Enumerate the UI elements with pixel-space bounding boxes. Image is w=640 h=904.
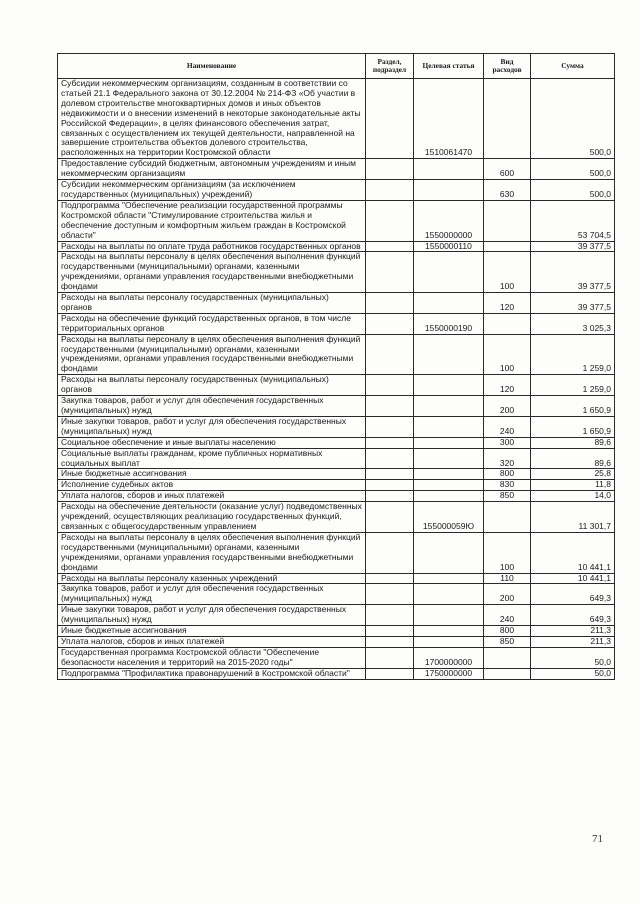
table-body [58,79,615,680]
cell-kind: 240 [484,605,531,626]
cell-target [414,159,484,180]
table-row [58,532,615,573]
cell-sum: 500,0 [531,159,615,180]
cell-kind: 120 [484,375,531,396]
cell-name: Иные бюджетные ассигнования [58,469,366,480]
cell-section [366,396,414,417]
table-row [58,647,615,668]
cell-target [414,532,484,573]
table-row [58,573,615,584]
table-row [58,448,615,469]
table-row [58,626,615,637]
cell-target [414,252,484,293]
cell-target: 155000059Ю [414,502,484,533]
cell-section [366,180,414,201]
cell-name: Расходы на обеспечение функций государственных органов, в том числе территориальных органов [58,313,366,334]
cell-section [366,532,414,573]
cell-name: Предоставление субсидий бюджетным, автономным учреждениям и иным некоммерческим организациям [58,159,366,180]
cell-name: Закупка товаров, работ и услуг для обеспечения государственных (муниципальных) нужд [58,396,366,417]
table-header-row [58,54,615,79]
page-number: 71 [592,833,603,845]
cell-name: Расходы на выплаты персоналу государственных (муниципальных) органов [58,293,366,314]
cell-sum: 1 650,9 [531,416,615,437]
cell-name: Уплата налогов, сборов и иных платежей [58,491,366,502]
table-row [58,180,615,201]
cell-sum: 39 377,5 [531,241,615,252]
cell-kind: 110 [484,573,531,584]
table-row [58,241,615,252]
cell-section [366,448,414,469]
cell-section [366,668,414,679]
table-row [58,252,615,293]
cell-kind [484,241,531,252]
header-kind: Вид расходов [484,54,531,79]
cell-sum: 211,3 [531,636,615,647]
cell-section [366,313,414,334]
cell-sum: 25,8 [531,469,615,480]
cell-kind: 120 [484,293,531,314]
cell-name: Расходы на обеспечение деятельности (оказание услуг) подведомственных учреждений, осуществляющих реализацию государственных функций, связанных с общегосударственным управлением [58,502,366,533]
cell-target [414,636,484,647]
table-row [58,605,615,626]
cell-name: Расходы на выплаты персоналу в целях обеспечения выполнения функций государственными (муниципальными) органами, казенными учреждениями, органами управления государственными внебюджетными фондами [58,252,366,293]
cell-name: Исполнение судебных актов [58,480,366,491]
cell-name: Подпрограмма "Профилактика правонарушений в Костромской области" [58,668,366,679]
table-row [58,584,615,605]
cell-target [414,491,484,502]
cell-section [366,636,414,647]
cell-kind: 850 [484,636,531,647]
cell-sum: 1 259,0 [531,334,615,375]
cell-target [414,396,484,417]
cell-name: Иные бюджетные ассигнования [58,626,366,637]
cell-sum: 14,0 [531,491,615,502]
cell-name: Подпрограмма "Обеспечение реализации государственной программы Костромской области "Стимулирование строительства жилья и обеспечение доступным и комфортным жильем граждан в Костромской области" [58,200,366,241]
cell-section [366,241,414,252]
cell-kind [484,200,531,241]
table-row [58,293,615,314]
table-row [58,668,615,679]
cell-kind: 800 [484,469,531,480]
cell-kind [484,313,531,334]
table-row [58,334,615,375]
cell-target [414,605,484,626]
header-sum: Сумма [531,54,615,79]
table-row [58,491,615,502]
cell-section [366,480,414,491]
cell-target [414,626,484,637]
cell-kind: 320 [484,448,531,469]
cell-sum: 500,0 [531,79,615,159]
cell-sum: 1 650,9 [531,396,615,417]
cell-section [366,573,414,584]
cell-target [414,437,484,448]
cell-section [366,437,414,448]
cell-kind: 200 [484,396,531,417]
cell-section [366,491,414,502]
cell-name: Государственная программа Костромской области "Обеспечение безопасности населения и территорий на 2015-2020 годы" [58,647,366,668]
cell-sum: 500,0 [531,180,615,201]
cell-sum: 649,3 [531,605,615,626]
cell-name: Расходы на выплаты персоналу в целях обеспечения выполнения функций государственными (муниципальными) органами, казенными учреждениями, органами управления государственными внебюджетными фондами [58,532,366,573]
cell-target [414,180,484,201]
table-row [58,159,615,180]
cell-section [366,159,414,180]
table-row [58,396,615,417]
cell-kind: 850 [484,491,531,502]
cell-section [366,375,414,396]
table-row [58,437,615,448]
cell-name: Иные закупки товаров, работ и услуг для обеспечения государственных (муниципальных) нужд [58,605,366,626]
cell-section [366,469,414,480]
cell-name: Расходы на выплаты персоналу государственных (муниципальных) органов [58,375,366,396]
cell-sum: 50,0 [531,668,615,679]
cell-section [366,334,414,375]
cell-sum: 89,6 [531,437,615,448]
cell-kind: 100 [484,334,531,375]
cell-target: 1550000110 [414,241,484,252]
cell-sum: 89,6 [531,448,615,469]
cell-section [366,605,414,626]
cell-target [414,375,484,396]
cell-section [366,626,414,637]
cell-sum: 53 704,5 [531,200,615,241]
cell-target [414,584,484,605]
cell-target: 1750000000 [414,668,484,679]
table-row [58,480,615,491]
table-row [58,313,615,334]
cell-name: Иные закупки товаров, работ и услуг для обеспечения государственных (муниципальных) нужд [58,416,366,437]
cell-section [366,502,414,533]
cell-section [366,293,414,314]
budget-table [57,53,615,680]
table-row [58,416,615,437]
table-row [58,375,615,396]
cell-target [414,480,484,491]
cell-kind [484,79,531,159]
cell-name: Субсидии некоммерческим организациям, созданным в соответствии со статьей 21.1 Федерального закона от 30.12.2004 № 214-ФЗ «Об участии в долевом строительстве многоквартирных домов и иных объектов недвижимости и о внесении изменений в некоторые законодательные акты Российской Федерации», в целях финансового обеспечения затрат, связанных с осуществлением их текущей деятельности, направленной на завершение строительства объектов долевого строительства, расположенных на территории Костромской области [58,79,366,159]
cell-section [366,584,414,605]
cell-sum: 1 259,0 [531,375,615,396]
cell-kind: 200 [484,584,531,605]
cell-target: 1510061470 [414,79,484,159]
cell-sum: 39 377,5 [531,293,615,314]
cell-sum: 10 441,1 [531,532,615,573]
cell-sum: 11 301,7 [531,502,615,533]
cell-target [414,448,484,469]
cell-target [414,416,484,437]
header-name: Наименование [58,54,366,79]
cell-target [414,334,484,375]
cell-section [366,252,414,293]
cell-name: Расходы на выплаты персоналу казенных учреждений [58,573,366,584]
cell-name: Социальные выплаты гражданам, кроме публичных нормативных социальных выплат [58,448,366,469]
table-row [58,636,615,647]
cell-name: Уплата налогов, сборов и иных платежей [58,636,366,647]
cell-section [366,416,414,437]
cell-target: 1700000000 [414,647,484,668]
cell-kind [484,647,531,668]
table-row [58,469,615,480]
cell-section [366,200,414,241]
cell-target: 1550000190 [414,313,484,334]
cell-target [414,573,484,584]
cell-name: Расходы на выплаты по оплате труда работников государственных органов [58,241,366,252]
cell-kind: 630 [484,180,531,201]
cell-name: Закупка товаров, работ и услуг для обеспечения государственных (муниципальных) нужд [58,584,366,605]
header-target: Целевая статья [414,54,484,79]
cell-kind: 830 [484,480,531,491]
cell-section [366,647,414,668]
cell-kind: 100 [484,252,531,293]
table-row [58,200,615,241]
cell-kind: 240 [484,416,531,437]
cell-name: Социальное обеспечение и иные выплаты населению [58,437,366,448]
cell-name: Субсидии некоммерческим организациям (за исключением государственных (муниципальных) учреждений) [58,180,366,201]
cell-sum: 211,3 [531,626,615,637]
cell-sum: 3 025,3 [531,313,615,334]
cell-sum: 50,0 [531,647,615,668]
cell-section [366,79,414,159]
cell-kind [484,668,531,679]
cell-kind: 100 [484,532,531,573]
cell-sum: 10 441,1 [531,573,615,584]
table-row [58,79,615,159]
cell-name: Расходы на выплаты персоналу в целях обеспечения выполнения функций государственными (муниципальными) органами, казенными учреждениями, органами управления государственными внебюджетными фондами [58,334,366,375]
cell-kind [484,502,531,533]
cell-sum: 11,8 [531,480,615,491]
cell-target [414,293,484,314]
cell-target: 1550000000 [414,200,484,241]
cell-sum: 39 377,5 [531,252,615,293]
cell-kind: 300 [484,437,531,448]
cell-target [414,469,484,480]
cell-sum: 649,3 [531,584,615,605]
cell-kind: 800 [484,626,531,637]
header-section: Раздел, подраздел [366,54,414,79]
table-row [58,502,615,533]
cell-kind: 600 [484,159,531,180]
